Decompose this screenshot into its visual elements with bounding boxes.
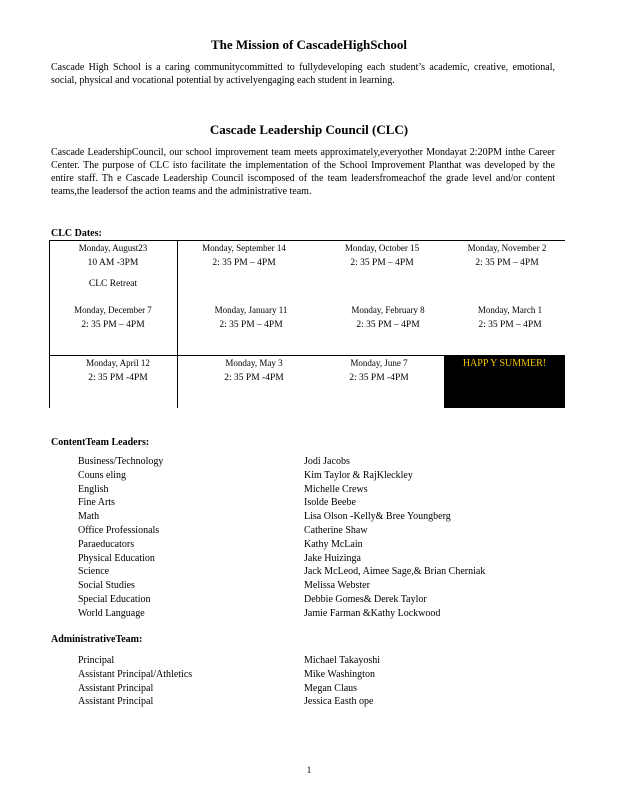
team-area: Fine Arts [78,497,115,509]
calendar-time: 2: 35 PM – 4PM [219,320,283,330]
team-leaders: Lisa Olson -Kelly& Bree Youngberg [304,511,451,523]
calendar-date: Monday, May 3 [225,358,283,368]
team-leaders: Michelle Crews [304,483,368,495]
team-leaders: Debbie Gomes& Derek Taylor [304,593,427,605]
calendar-date: Monday, February 8 [351,305,425,315]
happy-summer-text: HAPP Y SUMMER! [462,358,547,369]
list-item [78,668,558,682]
calendar-cell-march [455,304,565,332]
calendar-date: Monday, April 12 [86,358,150,368]
team-area: Business/Technology [78,456,164,467]
list-item [78,695,558,709]
list-item [78,538,558,552]
list-item [78,483,558,497]
clc-dates-calendar [49,240,565,408]
team-leaders: Kathy McLain [304,538,363,550]
calendar-time: 2: 35 PM – 4PM [81,320,145,330]
content-team-heading: ContentTeam Leaders: [51,437,150,448]
content-team-list [78,455,558,621]
admin-name: Michael Takayoshi [304,655,381,666]
calendar-cell-december [51,304,175,332]
calendar-cell-october [319,242,445,270]
calendar-date: Monday, November 2 [467,243,547,253]
calendar-cell-february [325,304,451,332]
calendar-time: 10 AM -3PM [87,258,139,268]
clc-dates-label: CLC Dates: [51,228,102,239]
admin-team-heading: AdministrativeTeam: [51,634,143,645]
calendar-time: 2: 35 PM – 4PM [212,258,276,268]
team-area: Math [78,511,100,523]
admin-role: Assistant Principal [78,696,154,708]
team-leaders: Jack McLeod, Aimee Sage,& Brian Cherniak [304,566,486,578]
list-item [78,496,558,510]
admin-role: Principal [78,655,115,666]
admin-name: Jessica Easth ope [304,696,374,708]
team-area: Paraeducators [78,538,135,550]
admin-name: Mike Washington [304,668,375,680]
list-item [78,607,558,621]
team-area: English [78,483,109,495]
calendar-date: Monday, December 7 [74,305,152,315]
calendar-cell-november [449,242,565,270]
calendar-time: 2: 35 PM – 4PM [478,320,542,330]
list-item [78,455,558,469]
team-leaders: Catherine Shaw [304,524,368,536]
calendar-date: Monday, March 1 [477,305,543,315]
calendar-cell-august [51,242,175,291]
calendar-time: 2: 35 PM -4PM [349,373,409,383]
team-area: World Language [78,607,145,619]
calendar-cell-january [181,304,321,332]
team-leaders: Kim Taylor & RajKleckley [304,469,413,481]
list-item [78,524,558,538]
list-item [78,654,558,668]
team-leaders: Jamie Farman &Kathy Lockwood [304,607,441,619]
admin-name: Megan Claus [304,682,358,694]
team-leaders: Melissa Webster [304,580,370,592]
calendar-cell-june [315,357,443,385]
team-area: Science [78,566,110,578]
team-leaders: Isolde Beebe [304,497,356,509]
clc-title: Cascade Leadership Council (CLC) [209,122,409,137]
admin-role: Assistant Principal/Athletics [78,668,193,680]
team-area: Special Education [78,593,151,605]
team-leaders: Jodi Jacobs [304,456,350,467]
calendar-time: 2: 35 PM -4PM [88,373,148,383]
calendar-date: Monday, October 15 [344,243,420,253]
calendar-cell-may [189,357,319,385]
page-number: 1 [306,765,312,775]
calendar-date: Monday, September 14 [202,243,286,253]
mission-title: The Mission of CascadeHighSchool [210,37,408,52]
mission-paragraph: Cascade High School is a caring communitycommitted to fullydeveloping each student’s academic, creative, emotional, social, physical and vocational potential by activelyengaging each student in learning. [51,62,555,86]
list-item [78,469,558,483]
calendar-cell-september [181,242,307,270]
team-area: Physical Education [78,552,155,564]
team-area: Social Studies [78,580,135,592]
list-item [78,552,558,566]
list-item [78,682,558,696]
calendar-date: Monday, June 7 [350,358,408,368]
team-area: Couns eling [78,469,127,481]
happy-summer-cell [444,355,565,408]
clc-paragraph: Cascade LeadershipCouncil, our school improvement team meets approximately,everyother Mondayat 2:20PM inthe Career Center. The purpose of CLC isto facilitate the implementation of the School Improvement Planthat was developed by the entire staff. Th e Cascade Leadership Council iscomposed of the team leadersfromeachof the grade level and/or content teams,the leadersof the action teams and the administrative team. [51,147,555,197]
calendar-time: 2: 35 PM -4PM [224,373,284,383]
list-item [78,593,558,607]
list-item [78,510,558,524]
admin-team-list [78,654,558,709]
calendar-date: Monday, January 11 [214,305,288,315]
calendar-time: 2: 35 PM – 4PM [350,258,414,268]
team-leaders: Jake Huizinga [304,552,361,564]
calendar-time: 2: 35 PM – 4PM [475,258,539,268]
calendar-time: 2: 35 PM – 4PM [356,320,420,330]
calendar-date: Monday, August23 [78,243,148,253]
list-item [78,579,558,593]
list-item [78,565,558,579]
admin-role: Assistant Principal [78,682,154,694]
calendar-cell-april [59,357,177,385]
calendar-note: CLC Retreat [88,279,138,289]
team-area: Office Professionals [78,524,160,536]
